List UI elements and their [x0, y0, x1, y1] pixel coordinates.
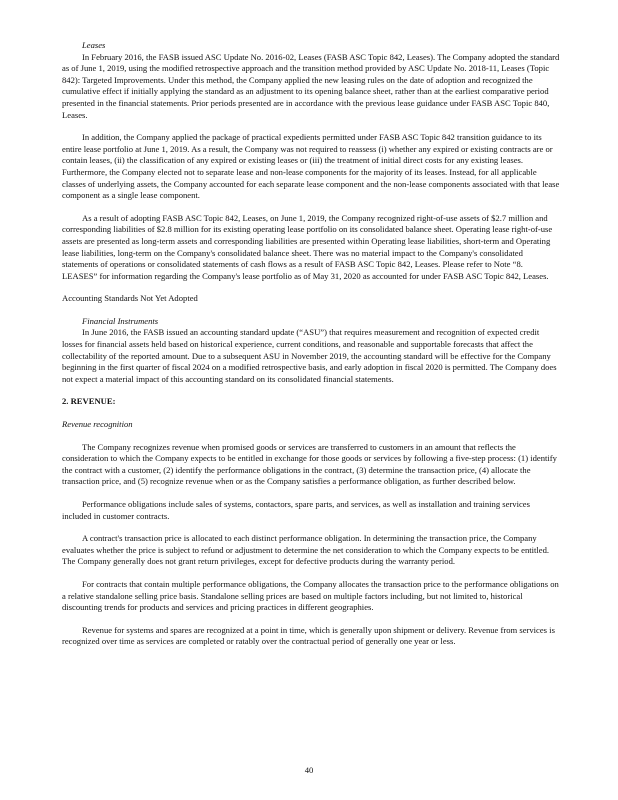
revenue-paragraph-3: A contract's transaction price is allocated to each distinct performance obligation. In determining the transaction price, the Company evaluates whether the price is subject to refund or adjustment to determine the net consideration to which the Company expects to be entitled. The Company generally does not grant return privileges, except for defective products during the warranty period.	[62, 533, 550, 567]
revenue-section-title: 2. REVENUE:	[62, 396, 116, 407]
leases-paragraph-3: As a result of adopting FASB ASC Topic 842, Leases, on June 1, 2019, the Company recognized right-of-use assets of $2.7 million and corresponding liabilities of $2.8 million for its existing operating lease portfolio on its consolidated balance sheet. Operating lease right-of-use assets are presented as long-term assets and corresponding liabilities are presented within Operating lease liabilities, short-term and Operating lease liabilities, long-term on the Company's consolidated balance sheet. There was no material impact to the Company's consolidated statements of operations or consolidated statements of cash flows as a result of FASB ASC Topic 842, Leases. Please refer to Note “8. LEASES” for information regarding the Company's lease portfolio as of May 31, 2020 as accounted for under FASB ASC Topic 842, Leases.	[62, 212, 553, 281]
revenue-recognition-heading: Revenue recognition	[62, 419, 133, 430]
revenue-paragraph-1: The Company recognizes revenue when promised goods or services are transferred to customers in an amount that reflects the consideration to which the Company expects to be entitled in exchange for those goods or services by following a five-step process: (1) identify the contract with a customer, (2) identify the performance obligations in the contract, (3) determine the transaction price, (4) allocate the transaction price, and (5) recognize revenue when or as the Company satisfies a performance obligation, as further described below.	[62, 441, 557, 487]
not-adopted-heading: Accounting Standards Not Yet Adopted	[62, 293, 198, 304]
financial-instruments-paragraph: In June 2016, the FASB issued an accounting standard update (“ASU”) that requires measurement and recognition of expected credit losses for financial assets held based on historical experience, current conditions, and reasonable and supportable forecasts that affect the collectability of the reported amount. Due to a subsequent ASU in November 2019, the accounting standard will be effective for the Company beginning in the first quarter of fiscal 2024 on a modified retrospective basis, and early adoption in fiscal 2020 is permitted. The Company does not expect a material impact of this accounting standard on its consolidated financial statements.	[62, 327, 557, 384]
leases-paragraph-1: In February 2016, the FASB issued ASC Update No. 2016-02, Leases (FASB ASC Topic 842, Leases). The Company adopted the standard as of June 1, 2019, using the modified retrospective approach and the transition method provided by ASC Update No. 2018-11, Leases (Topic 842): Targeted Improvements. Under this method, the Company applied the new leasing rules on the date of adoption and recognized the cumulative effect if initially applying the standard as an adjustment to its opening balance sheet, rather than at the earliest comparative period presented in the financial statements. Prior periods presented are in accordance with the previous lease guidance under FASB ASC Topic 840, Leases.	[62, 51, 560, 120]
leases-heading: Leases	[82, 40, 106, 50]
page-number: 40	[304, 765, 314, 775]
revenue-paragraph-4: For contracts that contain multiple performance obligations, the Company allocates the transaction price to the performance obligations on a relative standalone selling price basis. Standalone selling prices are based on multiple factors including, but not limited to, historical discounting trends for products and services and pricing practices in different geographies.	[62, 578, 559, 613]
revenue-paragraph-5: Revenue for systems and spares are recognized at a point in time, which is generally upon shipment or delivery. Revenue from services is recognized over time as services are completed or ratably over the contractual period of generally one year or less.	[62, 624, 555, 647]
financial-instruments-heading: Financial Instruments	[82, 315, 159, 326]
revenue-paragraph-2: Performance obligations include sales of systems, contactors, spare parts, and services, as well as installation and training services included in customer contracts.	[62, 499, 530, 521]
document-page	[62, 40, 560, 648]
leases-paragraph-2: In addition, the Company applied the package of practical expedients permitted under FASB ASC Topic 842 transition guidance to its entire lease portfolio at June 1, 2019. As a result, the Company was not required to reassess (i) whether any expired or existing contracts are or contain leases, (ii) the classification of any expired or existing leases or (iii) the treatment of initial direct costs for any existing leases. Furthermore, the Company elected not to separate lease and non-lease components for the majority of its leases. Instead, for all applicable classes of underlying assets, the Company accounted for each separate lease component and the non-lease components associated with that lease component as a single lease component.	[62, 132, 560, 201]
